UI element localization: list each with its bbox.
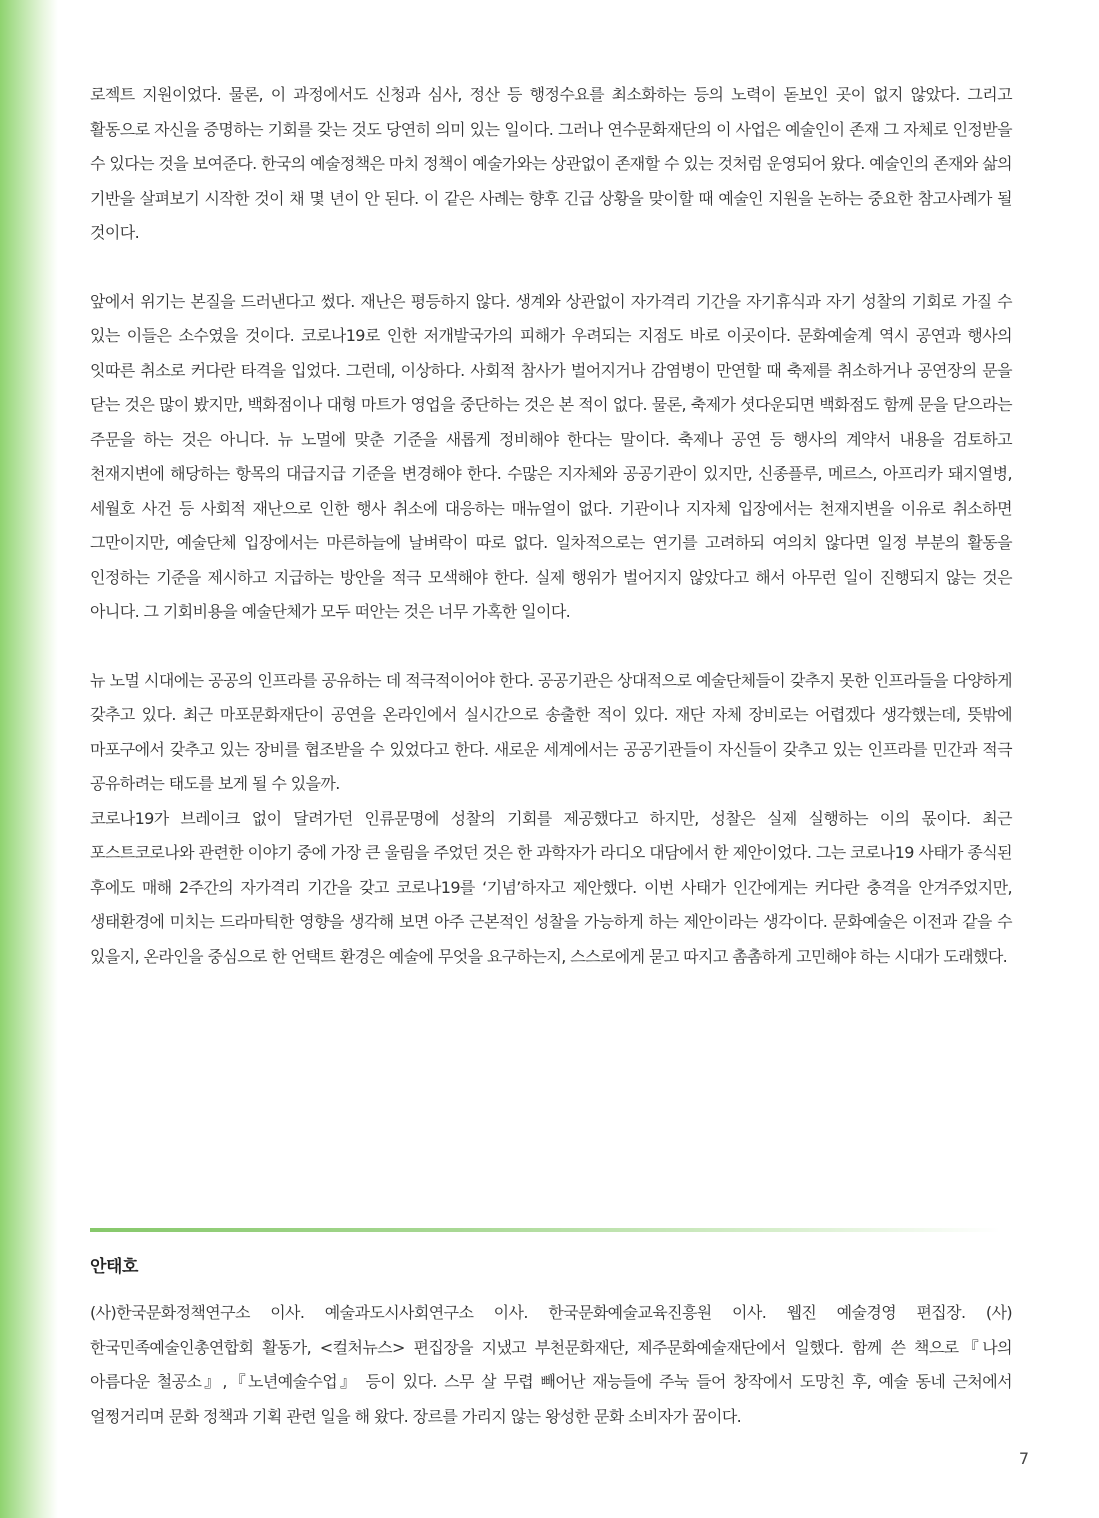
paragraph-2: 앞에서 위기는 본질을 드러낸다고 썼다. 재난은 평등하지 않다. 생계와 상관없이 자가격리 기간을 자기휴식과 자기 성찰의 기회로 가질 수 있는 이들은 소수였을 것이다. 코로나19로 인한 저개발국가의 피해가 우려되는 지점도 바로 이곳이다. 문화예술계 역시 공연과 행사의 잇따른 취소로 커다란 타격을 입었다. 그런데, 이상하다. 사회적 참사가 벌어지거나 감염병이 만연할 때 축제를 취소하거나 공연장의 문을 닫는 것은 많이 봤지만, 백화점이나 대형 마트가 영업을 중단하는 것은 본 적이 없다. 물론, 축제가 셧다운되면 백화점도 함께 문을 닫으라는 주문을 하는 것은 아니다. 뉴 노멀에 맞춘 기준을 새롭게 정비해야 한다는 말이다. 축제나 공연 등 행사의 계약서 내용을 검토하고 천재지변에 해당하는 항목의 대급지급 기준을 변경해야 한다. 수많은 지자체와 공공기관이 있지만, 신종플루, 메르스, 아프리카 돼지열병, 세월호 사건 등 사회적 재난으로 인한 행사 취소에 대응하는 매뉴얼이 없다. 기관이나 지자체 입장에서는 천재지변을 이유로 취소하면 그만이지만, 예술단체 입장에서는 마른하늘에 날벼락이 따로 없다. 일차적으로는 연기를 고려하되 여의치 않다면 일정 부분의 활동을 인정하는 기준을 제시하고 지급하는 방안을 적극 모색해야 한다. 실제 행위가 벌어지지 않았다고 해서 아무런 일이 진행되지 않는 것은 아니다. 그 기회비용을 예술단체가 모두 떠안는 것은 너무 가혹한 일이다. bbox=[90, 291, 1012, 621]
author-name: 안태호 bbox=[90, 1257, 139, 1277]
page-number: 7 bbox=[1018, 1449, 1029, 1468]
author-bio: (사)한국문화정책연구소 이사. 예술과도시사회연구소 이사. 한국문화예술교육진흥원 이사. 웹진 예술경영 편집장. (사)한국민족예술인총연합회 활동가, <컬처뉴스> 편집장을 지냈고 부천문화재단, 제주문화예술재단에서 일했다. 함께 쓴 책으로『나의 아름다운 철공소』,『노년예술수업』 등이 있다. 스무 살 무렵 빼어난 재능들에 주눅 들어 창작에서 도망친 후, 예술 동네 근처에서 얼쩡거리며 문화 정책과 기획 관련 일을 해 왔다. 장르를 가리지 않는 왕성한 문화 소비자가 꿈이다. bbox=[90, 1303, 1012, 1426]
paragraph-4: 코로나19가 브레이크 없이 달려가던 인류문명에 성찰의 기회를 제공했다고 하지만, 성찰은 실제 실행하는 이의 몫이다. 최근 포스트코로나와 관련한 이야기 중에 가장 큰 울림을 주었던 것은 한 과학자가 라디오 대담에서 한 제안이었다. 그는 코로나19 사태가 종식된 후에도 매해 2주간의 자가격리 기간을 갖고 코로나19를 ‘기념’하자고 제안했다. 이번 사태가 인간에게는 커다란 충격을 안겨주었지만, 생태환경에 미치는 드라마틱한 영향을 생각해 보면 아주 근본적인 성찰을 가능하게 하는 제안이라는 생각이다. 문화예술은 이전과 같을 수 있을지, 온라인을 중심으로 한 언택트 환경은 예술에 무엇을 요구하는지, 스스로에게 묻고 따지고 촘촘하게 고민해야 하는 시대가 도래했다. bbox=[90, 808, 1012, 966]
article-body bbox=[90, 78, 1012, 974]
paragraph-3: 뉴 노멀 시대에는 공공의 인프라를 공유하는 데 적극적이어야 한다. 공공기관은 상대적으로 예술단체들이 갖추지 못한 인프라들을 다양하게 갖추고 있다. 최근 마포문화재단이 공연을 온라인에서 실시간으로 송출한 적이 있다. 재단 자체 장비로는 어렵겠다 생각했는데, 뜻밖에 마포구에서 갖추고 있는 장비를 협조받을 수 있었다고 한다. 새로운 세계에서는 공공기관들이 자신들이 갖추고 있는 인프라를 민간과 적극 공유하려는 태도를 보게 될 수 있을까. bbox=[90, 670, 1012, 793]
paragraph-1: 로젝트 지원이었다. 물론, 이 과정에서도 신청과 심사, 정산 등 행정수요를 최소화하는 등의 노력이 돋보인 곳이 없지 않았다. 그리고 활동으로 자신을 증명하는 기회를 갖는 것도 당연히 의미 있는 일이다. 그러나 연수문화재단의 이 사업은 예술인이 존재 그 자체로 인정받을 수 있다는 것을 보여준다. 한국의 예술정책은 마치 정책이 예술가와는 상관없이 존재할 수 있는 것처럼 운영되어 왔다. 예술인의 존재와 삶의 기반을 살펴보기 시작한 것이 채 몇 년이 안 된다. 이 같은 사례는 향후 긴급 상황을 맞이할 때 예술인 지원을 논하는 중요한 참고사례가 될 것이다. bbox=[90, 85, 1012, 242]
decorative-side-bar bbox=[0, 0, 58, 1518]
section-divider bbox=[90, 1228, 1000, 1232]
